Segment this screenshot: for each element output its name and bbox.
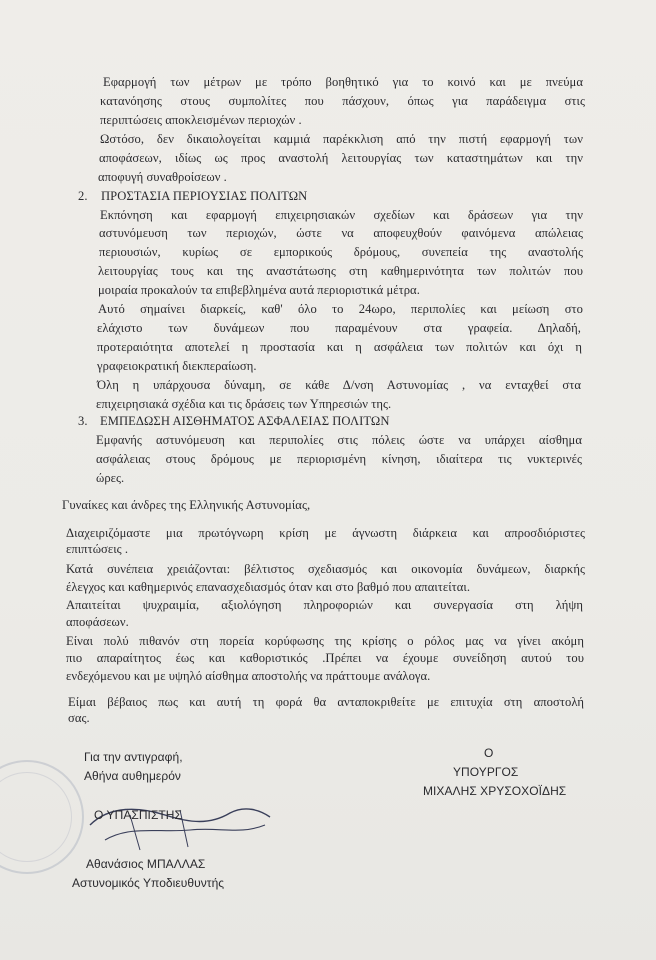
text-line: ενδεχόμενου και με υψηλό αίσθημα αποστολής να πράττουμε ανάλογα. <box>66 669 431 683</box>
text-line: Είναι πολύ πιθανόν στη πορεία κορύφωσης της κρίσης ο ρόλος μας να γίνει ακόμη <box>66 634 584 648</box>
text-line: κατανόησης στους συμπολίτες που πάσχουν, όπως για παράδειγμα στις <box>100 94 585 108</box>
sign-right-line: ΥΠΟΥΡΓΟΣ <box>453 765 519 779</box>
text-line: Εμφανής αστυνόμευση και περιπολίες στις πόλεις ώστε να υπάρχει αίσθημα <box>96 433 582 447</box>
sign-left-line: Αστυνομικός Υποδιευθυντής <box>72 876 225 890</box>
handwritten-signature <box>70 795 280 865</box>
sign-left-line: Ο ΥΠΑΣΠΙΣΤΗΣ <box>94 808 182 822</box>
text-line: Απαιτείται ψυχραιμία, αξιολόγηση πληροφοριών και συνεργασία στη λήψη <box>66 598 583 612</box>
sign-right-line: ΜΙΧΑΛΗΣ ΧΡΥΣΟΧΟΪΔΗΣ <box>423 784 567 798</box>
text-line: γραφειοκρατική διεκπεραίωση. <box>97 359 257 373</box>
text-line: ασφάλειας στους δρόμους με περιορισμένη κίνηση, ιδιαίτερα τις νυκτερινές <box>96 452 582 466</box>
text-line: Αυτό σημαίνει διαρκείς, καθ' όλο το 24ωρο, περιπολίες και μείωση στο <box>98 302 583 316</box>
text-line: μοιραία προκαλούν τα επιβεβλημένα αυτά περιοριστικά μέτρα. <box>98 283 420 297</box>
text-line: επιπτώσεις . <box>66 542 129 556</box>
text-line: ώρες. <box>96 471 125 485</box>
text-line: Ωστόσο, δεν δικαιολογείται καμμιά παρέκκλιση από την πιστή εφαρμογή των <box>100 132 583 146</box>
text-line: αποφυγή συναθροίσεων . <box>98 170 227 184</box>
section-heading: ΕΜΠΕΔΩΣΗ ΑΙΣΘΗΜΑΤΟΣ ΑΣΦΑΛΕΙΑΣ ΠΟΛΙΤΩΝ <box>100 414 390 428</box>
text-line: ελάχιστο των δυνάμεων που παραμένουν στα γραφεία. Δηλαδή, <box>97 321 581 335</box>
sign-left-line: Για την αντιγραφή, <box>84 750 183 764</box>
text-line: προτεραιότητα αποτελεί η προστασία και η ασφάλεια των πολιτών και όχι η <box>97 340 582 354</box>
text-line: Είμαι βέβαιος πως και αυτή τη φορά θα ανταποκριθείτε με επιτυχία στη αποστολή <box>68 695 584 709</box>
text-line: σας. <box>68 711 90 725</box>
text-line: επιχειρησιακά σχέδια και τις δράσεις των Υπηρεσιών της. <box>96 397 392 411</box>
sign-left-line: Αθανάσιος ΜΠΑΛΛΑΣ <box>86 857 206 871</box>
list-number: 3. <box>78 414 88 428</box>
text-line: αστυνόμευση των περιοχών, ώστε να αποφευχθούν φαινόμενα απώλειας <box>99 226 583 240</box>
text-line: αποφάσεων. <box>66 615 129 629</box>
text-line: Εκπόνηση και εφαρμογή επιχειρησιακών σχεδίων και δράσεων για την <box>100 208 583 222</box>
text-line: Κατά συνέπεια χρειάζονται: βέλτιστος σχεδιασμός και οικονομία δυνάμεων, διαρκής <box>66 562 585 576</box>
text-line: Εφαρμογή των μέτρων με τρόπο βοηθητικό για το κοινό και με πνεύμα <box>103 75 583 89</box>
text-line: έλεγχος και καθημερινός επανασχεδιασμός όταν και στο βαθμό που απαιτείται. <box>66 580 471 594</box>
section-heading: ΠΡΟΣΤΑΣΙΑ ΠΕΡΙΟΥΣΙΑΣ ΠΟΛΙΤΩΝ <box>101 189 308 203</box>
text-line: Όλη η υπάρχουσα δύναμη, σε κάθε Δ/νση Αστυνομίας , να ενταχθεί στα <box>97 378 581 392</box>
text-line: αποφάσεων, ιδίως ως προς αναστολή λειτουργίας των καταστημάτων και την <box>99 151 583 165</box>
text-line: λειτουργίας τους και της αναστάτωσης στη καθημερινότητα των πολιτών που <box>98 264 583 278</box>
sign-right-line: Ο <box>484 746 494 760</box>
text-line: πιο απαραίτητος έως και καθοριστικός .Πρέπει να έχουμε συνείδηση αυτού του <box>66 651 584 665</box>
list-number: 2. <box>78 189 88 203</box>
text-line: Διαχειριζόμαστε μια πρωτόγνωρη κρίση με άγνωστη διάρκεια και απροσδιόριστες <box>66 526 585 540</box>
text-line: περιπτώσεις αποκλεισμένων περιοχών . <box>100 113 302 127</box>
text-line: περιουσιών, κυρίως σε εμπορικούς δρόμους, συνεπεία της αναστολής <box>99 245 583 259</box>
sign-left-line: Αθήνα αυθημερόν <box>84 769 181 783</box>
salutation: Γυναίκες και άνδρες της Ελληνικής Αστυνομίας, <box>62 498 311 512</box>
